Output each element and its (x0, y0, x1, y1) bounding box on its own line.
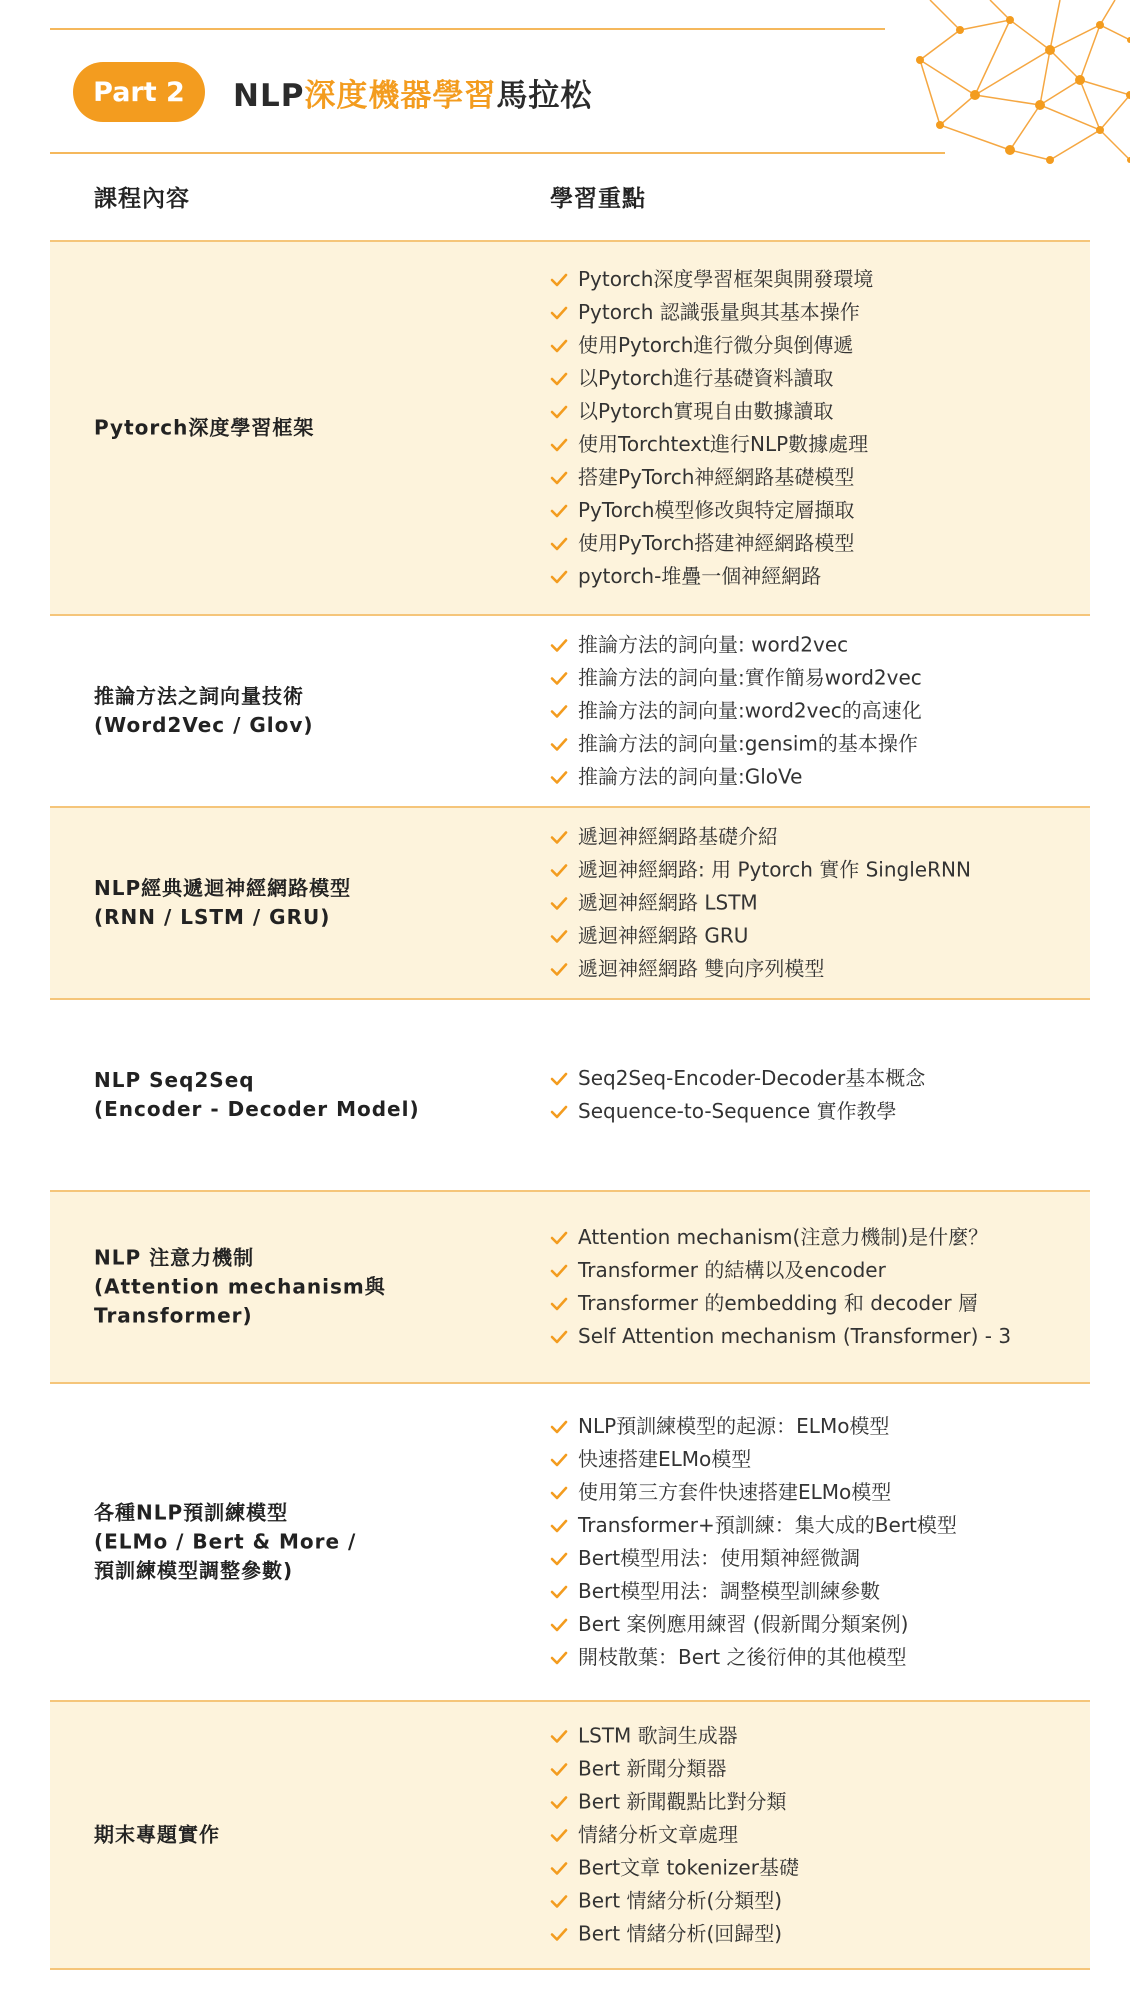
list-item (550, 761, 922, 794)
check-icon (550, 306, 568, 320)
point-text: Sequence-to-Sequence 實作教學 (578, 1099, 897, 1123)
check-icon (550, 471, 568, 485)
check-icon (550, 372, 568, 386)
point-text: Bert模型用法：調整模型訓練參數 (578, 1579, 881, 1603)
list-item (550, 1287, 1011, 1320)
point-text: pytorch-堆疊一個神經網路 (578, 564, 822, 588)
list-item (550, 296, 873, 329)
point-text: 遞迴神經網路 雙向序列模型 (578, 956, 825, 981)
list-item (550, 662, 922, 695)
list-item (550, 560, 873, 593)
course-name-line: 期末專題實作 (94, 1822, 220, 1847)
check-icon (550, 1927, 568, 1941)
point-text: 搭建PyTorch神經網路基礎模型 (578, 465, 855, 489)
list-item (550, 1753, 799, 1786)
list-item (550, 1575, 957, 1608)
learning-points (550, 1062, 925, 1128)
point-text: 開枝散葉：Bert 之後衍伸的其他模型 (578, 1645, 907, 1669)
point-text: Bert 情緒分析(回歸型) (578, 1921, 783, 1946)
list-item (550, 1509, 957, 1542)
point-text: Bert文章 tokenizer基礎 (578, 1855, 799, 1880)
point-text: Transformer 的embedding 和 decoder 層 (578, 1291, 978, 1315)
point-text: Pytorch深度學習框架與開發環境 (578, 267, 874, 291)
title-accent: 深度機器學習 (304, 77, 497, 114)
check-icon (550, 1762, 568, 1776)
table-row (50, 806, 1090, 998)
check-icon (550, 537, 568, 551)
check-icon (550, 1264, 568, 1278)
check-icon (550, 1828, 568, 1842)
check-icon (550, 863, 568, 877)
list-item (550, 461, 873, 494)
point-text: 以Pytorch實現自由數據讀取 (578, 399, 834, 423)
column-header-points: 學習重點 (550, 186, 646, 212)
course-name-line: Transformer) (94, 1303, 253, 1328)
learning-points (550, 1410, 957, 1674)
course-name-line: NLP Seq2Seq (94, 1068, 255, 1092)
course-name (94, 1066, 494, 1124)
list-item (550, 1254, 1011, 1287)
table-row (50, 1190, 1090, 1382)
check-icon (550, 1651, 568, 1665)
course-name (94, 414, 494, 443)
check-icon (550, 704, 568, 718)
point-text: Transformer 的結構以及encoder (578, 1258, 886, 1282)
point-text: Bert 新聞觀點比對分類 (578, 1789, 787, 1814)
course-name-line: NLP 注意力機制 (94, 1245, 255, 1270)
point-text: 推論方法的詞向量:gensim的基本操作 (578, 731, 918, 756)
list-item (550, 263, 873, 296)
course-name-line: (Encoder - Decoder Model) (94, 1097, 420, 1121)
point-text: Attention mechanism(注意力機制)是什麼？ (578, 1225, 989, 1249)
list-item (550, 953, 971, 986)
check-icon (550, 671, 568, 685)
course-name (94, 682, 494, 740)
point-text: Bert 新聞分類器 (578, 1756, 727, 1781)
section-header (73, 62, 592, 122)
check-icon (550, 504, 568, 518)
list-item (550, 1852, 799, 1885)
point-text: 情緒分析文章處理 (578, 1822, 738, 1847)
point-text: 推論方法的詞向量:GloVe (578, 764, 803, 789)
learning-points (550, 629, 922, 794)
point-text: 推論方法的詞向量: word2vec (578, 632, 849, 657)
check-icon (550, 1231, 568, 1245)
check-icon (550, 1585, 568, 1599)
learning-points (550, 821, 971, 986)
point-text: Seq2Seq-Encoder-Decoder基本概念 (578, 1066, 926, 1090)
list-item (550, 1918, 799, 1951)
check-icon (550, 1297, 568, 1311)
point-text: Bert模型用法：使用類神經微調 (578, 1546, 861, 1570)
check-icon (550, 1795, 568, 1809)
list-item (550, 1819, 799, 1852)
check-icon (550, 405, 568, 419)
list-item (550, 1786, 799, 1819)
list-item (550, 920, 971, 953)
list-item (550, 362, 873, 395)
list-item (550, 887, 971, 920)
list-item (550, 428, 873, 461)
list-item (550, 395, 873, 428)
point-text: Transformer+預訓練：集大成的Bert模型 (578, 1513, 957, 1537)
course-name-line: (RNN / LSTM / GRU) (94, 905, 331, 929)
point-text: 遞迴神經網路 LSTM (578, 890, 758, 915)
point-text: 推論方法的詞向量:word2vec的高速化 (578, 698, 922, 723)
check-icon (550, 1420, 568, 1434)
title-prefix: NLP (233, 77, 305, 114)
list-item (550, 1885, 799, 1918)
table-row (50, 998, 1090, 1190)
course-name-line: (Attention mechanism與 (94, 1274, 386, 1299)
list-item (550, 854, 971, 887)
check-icon (550, 962, 568, 976)
learning-points (550, 1720, 799, 1951)
check-icon (550, 1486, 568, 1500)
table-row (50, 240, 1090, 614)
list-item (550, 1476, 957, 1509)
header-divider (50, 152, 945, 154)
top-divider (50, 28, 885, 30)
check-icon (550, 929, 568, 943)
list-item (550, 629, 922, 662)
course-table (50, 240, 1090, 1970)
page-title (233, 70, 592, 115)
learning-points (550, 263, 873, 593)
list-item (550, 695, 922, 728)
check-icon (550, 737, 568, 751)
list-item (550, 821, 971, 854)
list-item (550, 1542, 957, 1575)
point-text: PyTorch模型修改與特定層擷取 (578, 498, 855, 522)
title-suffix: 馬拉松 (496, 77, 593, 114)
list-item (550, 1720, 799, 1753)
check-icon (550, 830, 568, 844)
table-row (50, 614, 1090, 806)
check-icon (550, 438, 568, 452)
list-item (550, 1641, 957, 1674)
point-text: 使用PyTorch搭建神經網路模型 (578, 531, 855, 555)
check-icon (550, 1618, 568, 1632)
point-text: 使用第三方套件快速搭建ELMo模型 (578, 1480, 892, 1504)
list-item (550, 1410, 957, 1443)
list-item (550, 329, 873, 362)
course-name-line: NLP經典遞迴神經網路模型 (94, 876, 352, 900)
point-text: LSTM 歌詞生成器 (578, 1723, 738, 1748)
list-item (550, 494, 873, 527)
point-text: 使用Pytorch進行微分與倒傳遞 (578, 333, 854, 357)
point-text: Pytorch 認識張量與其基本操作 (578, 300, 860, 324)
check-icon (550, 1330, 568, 1344)
course-name-line: (ELMo / Bert & More / (94, 1529, 357, 1554)
course-name (94, 874, 494, 932)
check-icon (550, 1519, 568, 1533)
network-mesh-icon (900, 0, 1130, 175)
list-item (550, 527, 873, 560)
check-icon (550, 1729, 568, 1743)
course-name (94, 1821, 494, 1850)
point-text: 遞迴神經網路 GRU (578, 923, 749, 948)
list-item (550, 728, 922, 761)
point-text: 使用Torchtext進行NLP數據處理 (578, 432, 869, 456)
list-item (550, 1095, 925, 1128)
check-icon (550, 1072, 568, 1086)
check-icon (550, 896, 568, 910)
check-icon (550, 1894, 568, 1908)
list-item (550, 1443, 957, 1476)
column-header-course: 課程內容 (94, 186, 190, 212)
check-icon (550, 339, 568, 353)
point-text: 快速搭建ELMo模型 (578, 1447, 752, 1471)
course-name (94, 1244, 494, 1331)
course-name-line: (Word2Vec / Glov) (94, 713, 314, 737)
list-item (550, 1062, 925, 1095)
course-name-line: 推論方法之詞向量技術 (94, 684, 304, 708)
course-name-line: 各種NLP預訓練模型 (94, 1500, 289, 1525)
table-row (50, 1700, 1090, 1970)
point-text: Self Attention mechanism (Transformer) - 3 (578, 1324, 1012, 1348)
point-text: 遞迴神經網路基礎介紹 (578, 824, 778, 849)
point-text: Bert 案例應用練習 (假新聞分類案例) (578, 1612, 909, 1636)
list-item (550, 1221, 1011, 1254)
list-item (550, 1320, 1011, 1353)
check-icon (550, 638, 568, 652)
point-text: 遞迴神經網路: 用 Pytorch 實作 SingleRNN (578, 857, 971, 882)
course-name-line: Pytorch深度學習框架 (94, 415, 315, 440)
check-icon (550, 1861, 568, 1875)
part-badge: Part 2 (73, 62, 205, 122)
point-text: 以Pytorch進行基礎資料讀取 (578, 366, 834, 390)
check-icon (550, 770, 568, 784)
course-name-line: 預訓練模型調整參數) (94, 1558, 294, 1583)
table-header (50, 160, 1090, 240)
check-icon (550, 273, 568, 287)
check-icon (550, 1105, 568, 1119)
learning-points (550, 1221, 1011, 1353)
list-item (550, 1608, 957, 1641)
check-icon (550, 1552, 568, 1566)
table-row (50, 1382, 1090, 1700)
check-icon (550, 1453, 568, 1467)
point-text: 推論方法的詞向量:實作簡易word2vec (578, 665, 922, 690)
course-name (94, 1499, 494, 1586)
point-text: NLP預訓練模型的起源：ELMo模型 (578, 1414, 890, 1438)
check-icon (550, 570, 568, 584)
point-text: Bert 情緒分析(分類型) (578, 1888, 783, 1913)
